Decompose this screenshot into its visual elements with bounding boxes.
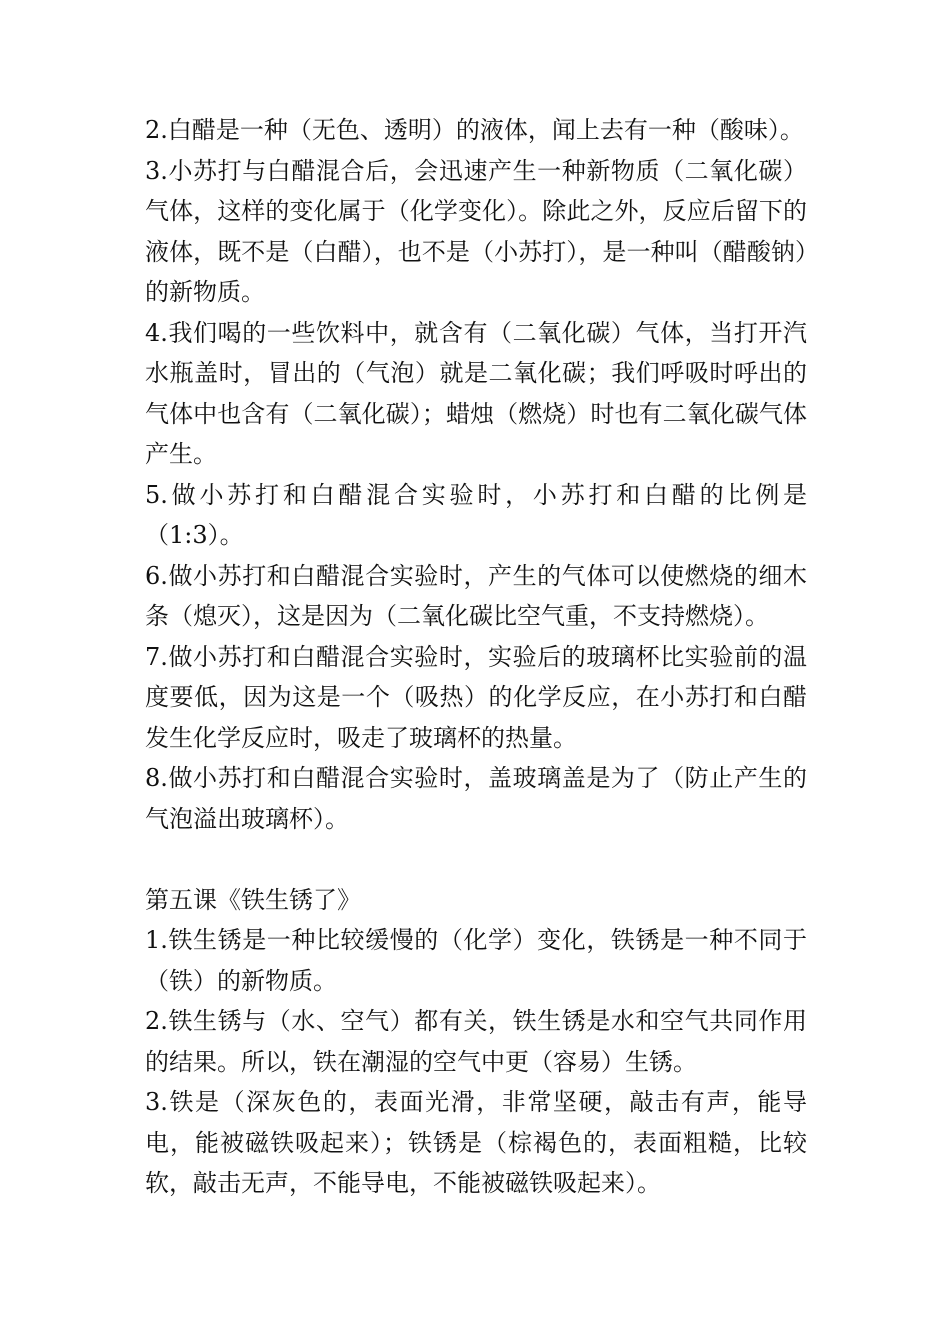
paragraph-item-5: 5.做小苏打和白醋混合实验时，小苏打和白醋的比例是（1:3）。 — [145, 480, 807, 549]
paragraph-item-8: 8.做小苏打和白醋混合实验时，盖玻璃盖是为了（防止产生的气泡溢出玻璃杯）。 — [145, 764, 807, 833]
paragraph-item-2: 2.白醋是一种（无色、透明）的液体，闻上去有一种（酸味）。 — [145, 116, 804, 144]
section-heading: 第五课《铁生锈了》 — [145, 885, 361, 914]
paragraph-item-1: 1.铁生锈是一种比较缓慢的（化学）变化，铁锈是一种不同于（铁）的新物质。 — [145, 926, 807, 995]
section-spacer — [145, 839, 807, 880]
paragraph-item-2b: 2.铁生锈与（水、空气）都有关，铁生锈是水和空气共同作用的结果。所以，铁在潮湿的空气中更（容易）生锈。 — [145, 1007, 807, 1076]
paragraph-item-7: 7.做小苏打和白醋混合实验时，实验后的玻璃杯比实验前的温度要低，因为这是一个（吸热）的化学反应，在小苏打和白醋发生化学反应时，吸走了玻璃杯的热量。 — [145, 642, 807, 752]
document-body — [145, 110, 807, 1204]
paragraph-item-3b: 3.铁是（深灰色的，表面光滑，非常坚硬，敲击有声，能导电，能被磁铁吸起来）；铁锈是（棕褐色的，表面粗糙，比较软，敲击无声，不能导电，不能被磁铁吸起来）。 — [145, 1088, 807, 1197]
paragraph-item-4: 4.我们喝的一些饮料中，就含有（二氧化碳）气体，当打开汽水瓶盖时，冒出的（气泡）就是二氧化碳；我们呼吸时呼出的气体中也含有（二氧化碳）；蜡烛（燃烧）时也有二氧化碳气体产生。 — [145, 318, 807, 468]
paragraph-item-3: 3.小苏打与白醋混合后，会迅速产生一种新物质（二氧化碳）气体，这样的变化属于（化学变化）。除此之外，反应后留下的液体，既不是（白醋），也不是（小苏打），是一种叫（醋酸钠）的新物质。 — [145, 156, 807, 306]
paragraph-item-6: 6.做小苏打和白醋混合实验时，产生的气体可以使燃烧的细木条（熄灭），这是因为（二氧化碳比空气重，不支持燃烧）。 — [145, 561, 807, 630]
